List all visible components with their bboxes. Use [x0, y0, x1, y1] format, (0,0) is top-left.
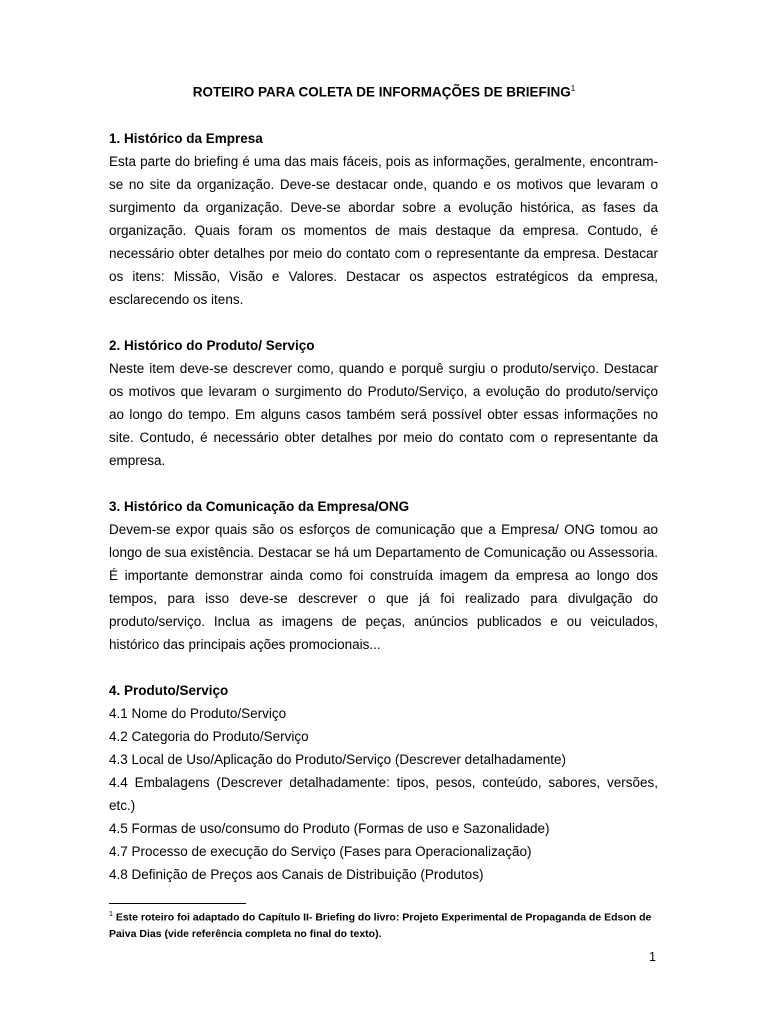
footnote-text: Este roteiro foi adaptado do Capítulo II- Briefing do livro: Projeto Experimental de Propaganda de Edson de Paiva Dias (vide referência completa no final do texto).	[109, 911, 652, 940]
section-communication-history	[109, 495, 658, 656]
section-company-history	[109, 127, 658, 311]
section-heading: 4. Produto/Serviço	[109, 683, 229, 698]
footnote	[109, 907, 658, 942]
document-title	[0, 84, 768, 100]
list-item: 4.7 Processo de execução do Serviço (Fases para Operacionalização)	[109, 844, 532, 859]
document-title-text: ROTEIRO PARA COLETA DE INFORMAÇÕES DE BRIEFING	[192, 84, 571, 100]
list-item: 4.8 Definição de Preços aos Canais de Distribuição (Produtos)	[109, 867, 484, 882]
section-heading: 1. Histórico da Empresa	[109, 131, 263, 146]
footnote-separator	[109, 903, 246, 904]
list-item: 4.1 Nome do Produto/Serviço	[109, 706, 287, 721]
section-heading: 2. Histórico do Produto/ Serviço	[109, 338, 315, 353]
document-body	[109, 127, 658, 886]
list-item: 4.5 Formas de uso/consumo do Produto (Formas de uso e Sazonalidade)	[109, 821, 550, 836]
footnote-mark: 1	[109, 911, 113, 918]
section-heading: 3. Histórico da Comunicação da Empresa/ONG	[109, 499, 410, 514]
page-number: 1	[649, 950, 656, 964]
list-item: 4.3 Local de Uso/Aplicação do Produto/Serviço (Descrever detalhadamente)	[109, 752, 567, 767]
list-item: 4.4 Embalagens (Descrever detalhadamente: tipos, pesos, conteúdo, sabores, versões, etc.)	[109, 775, 658, 813]
section-paragraph: Esta parte do briefing é uma das mais fáceis, pois as informações, geralmente, encontram-se no site da organização. Deve-se destacar onde, quando e os motivos que levaram o surgimento da organização. Deve-se abordar sobre a evolução histórica, as fases da organização. Quais foram os momentos de mais destaque da empresa. Contudo, é necessário obter detalhes por meio do contato com o representante da empresa. Destacar os itens: Missão, Visão e Valores. Destacar os aspectos estratégicos da empresa, esclarecendo os itens.	[109, 154, 658, 307]
section-product-history	[109, 334, 658, 472]
list-item: 4.2 Categoria do Produto/Serviço	[109, 729, 309, 744]
section-product-service	[109, 679, 658, 886]
section-paragraph: Devem-se expor quais são os esforços de comunicação que a Empresa/ ONG tomou ao longo de sua existência. Destacar se há um Departamento de Comunicação ou Assessoria. É importante demonstrar ainda como foi construída imagem da empresa ao longo dos tempos, para isso deve-se descrever o que já foi realizado para divulgação do produto/serviço. Inclua as imagens de peças, anúncios publicados e ou veiculados, histórico das principais ações promocionais...	[109, 522, 658, 652]
section-paragraph: Neste item deve-se descrever como, quando e porquê surgiu o produto/serviço. Destacar os motivos que levaram o surgimento do Produto/Serviço, a evolução do produto/serviço ao longo do tempo. Em alguns casos também será possível obter essas informações no site. Contudo, é necessário obter detalhes por meio do contato com o representante da empresa.	[109, 361, 658, 468]
title-footnote-mark: 1	[570, 84, 576, 93]
